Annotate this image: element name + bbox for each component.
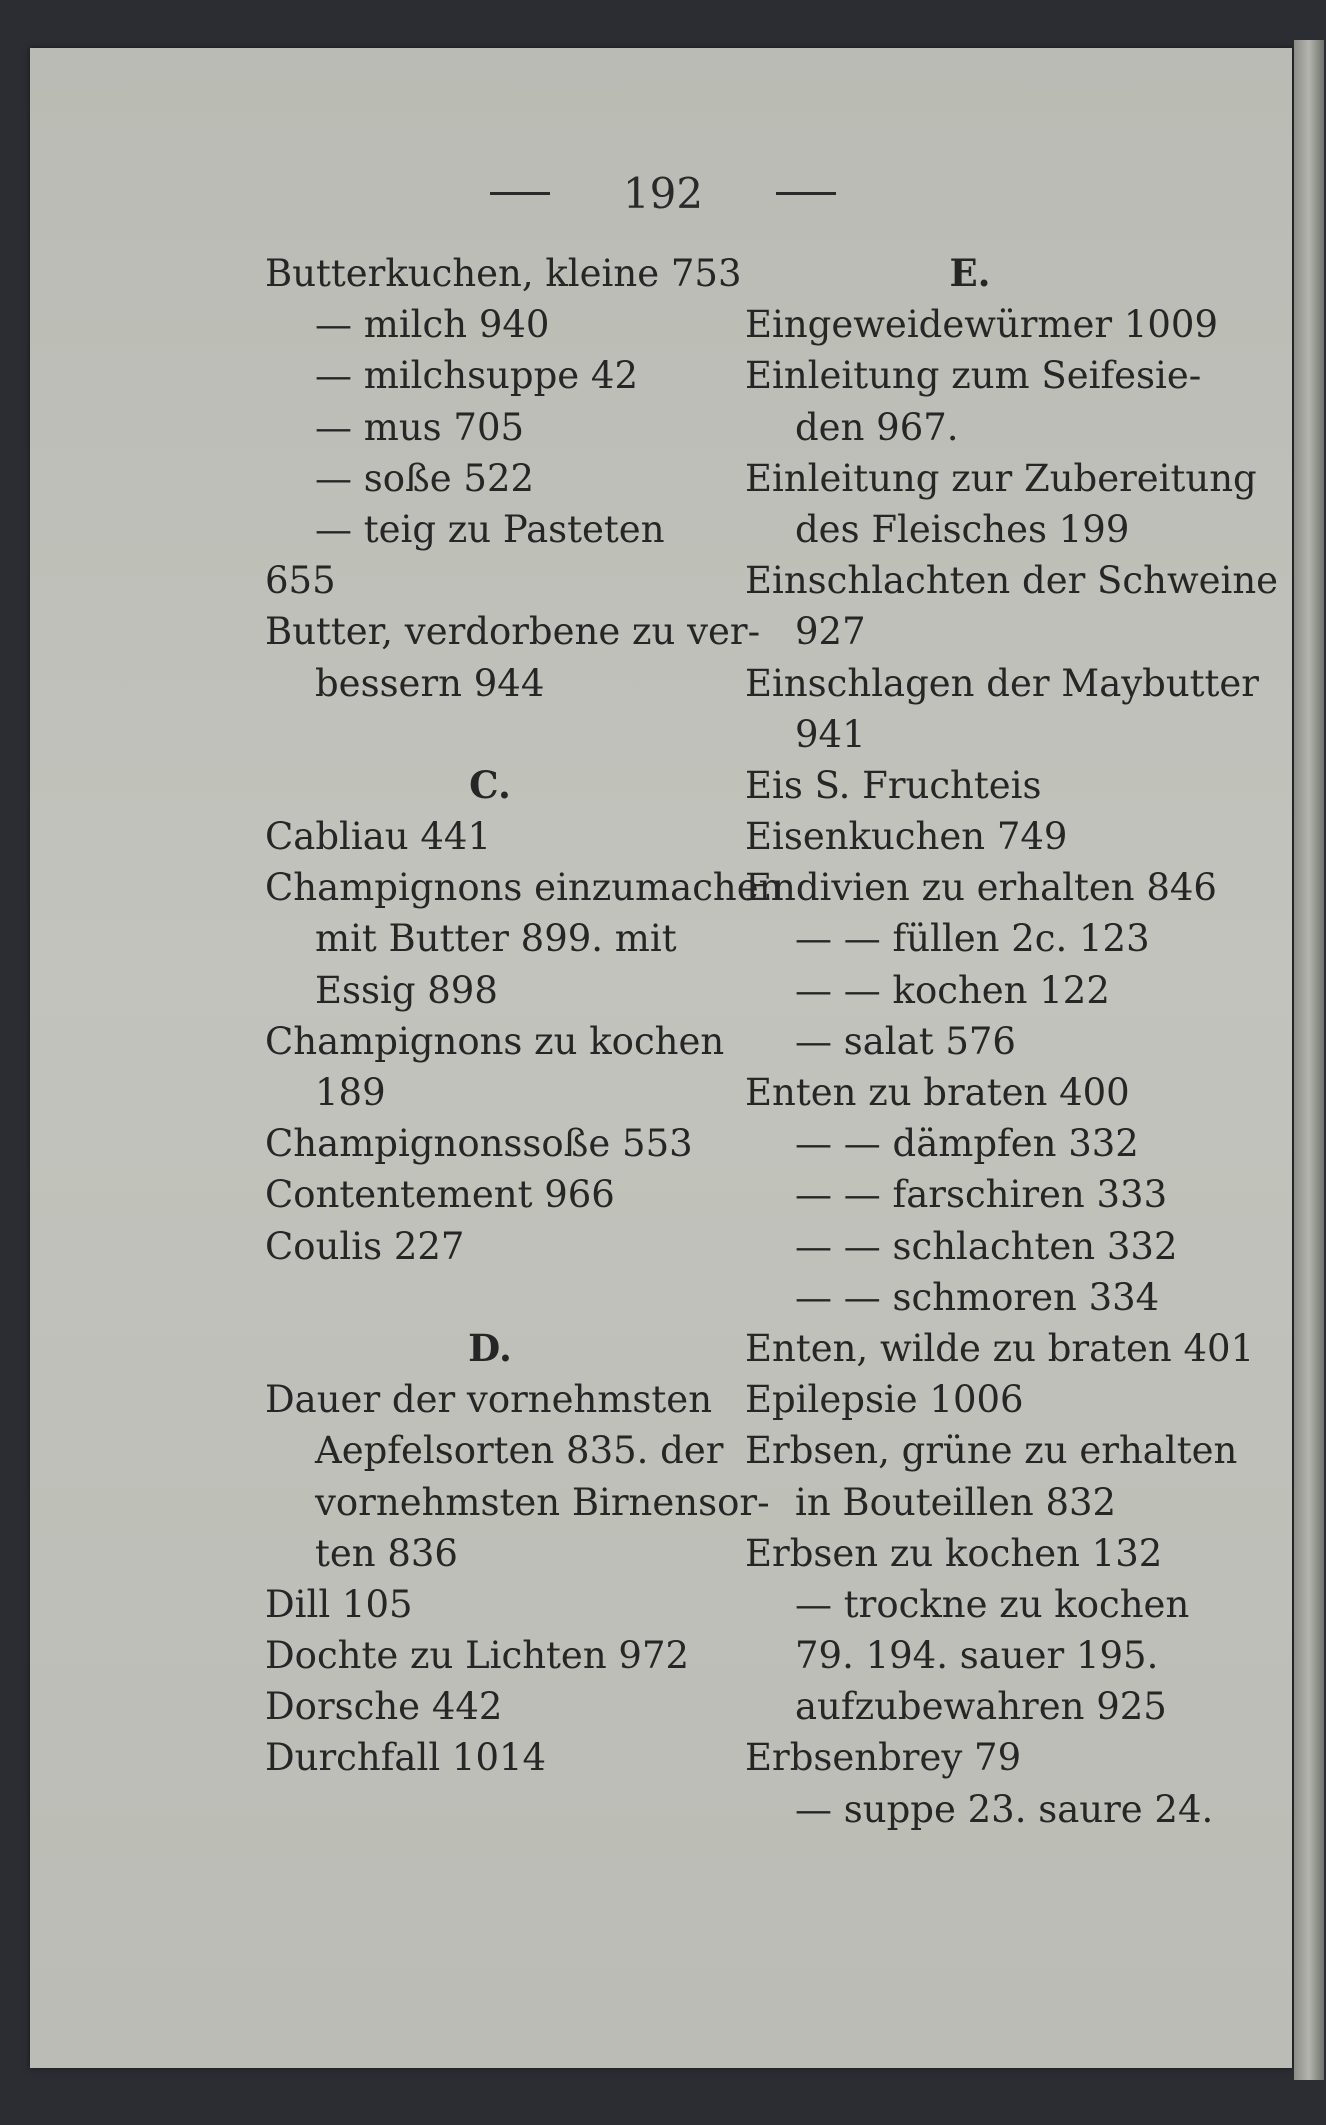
section-letter: D. <box>468 1325 512 1370</box>
index-entry: Dauer der vornehmsten <box>265 1378 713 1422</box>
index-entry: — suppe 23. saure 24. <box>795 1787 1214 1831</box>
index-entry: Essig 898 <box>315 968 498 1012</box>
index-entry: Eisenkuchen 749 <box>745 815 1068 859</box>
header-dash-right <box>776 192 836 195</box>
index-entry: Epilepsie 1006 <box>745 1378 1024 1422</box>
index-column-right <box>745 248 1279 1835</box>
index-entry: — milchsuppe 42 <box>315 354 638 398</box>
index-entry: Dorsche 442 <box>265 1685 503 1729</box>
index-entry: — — farschiren 333 <box>795 1173 1168 1217</box>
index-entry: Dochte zu Lichten 972 <box>265 1634 690 1678</box>
index-entry: Einleitung zum Seifesie- <box>745 354 1202 398</box>
index-entry: Eis S. Fruchteis <box>745 763 1042 807</box>
index-entry: den 967. <box>795 405 959 449</box>
index-entry: — — füllen 2c. 123 <box>795 917 1150 961</box>
section-letter: C. <box>469 762 511 807</box>
index-entry: Einschlagen der Maybutter <box>745 661 1259 705</box>
index-entry: in Bouteillen 832 <box>795 1480 1117 1524</box>
index-entry: 189 <box>315 1071 386 1114</box>
index-entry: 79. 194. sauer 195. <box>795 1634 1159 1678</box>
page-header <box>0 165 1326 225</box>
index-entry: — trockne zu kochen <box>795 1582 1190 1626</box>
index-entry: Endivien zu erhalten 846 <box>745 866 1217 910</box>
index-entry: ten 836 <box>315 1531 458 1575</box>
index-entry: Erbsen, grüne zu erhalten <box>745 1429 1238 1473</box>
index-entry: — soße 522 <box>315 456 535 500</box>
index-entry: Coulis 227 <box>265 1224 465 1268</box>
index-entry: — salat 576 <box>795 1019 1016 1063</box>
index-entry: Erbsen zu kochen 132 <box>745 1531 1163 1575</box>
index-entry: — mus 705 <box>315 405 525 449</box>
index-entry: Enten, wilde zu braten 401 <box>745 1326 1255 1370</box>
index-entry: Butterkuchen, kleine 753 <box>265 252 742 295</box>
index-entry: Champignons zu kochen <box>265 1019 725 1063</box>
page-number: 192 <box>622 168 704 218</box>
index-entry: — — schmoren 334 <box>795 1275 1160 1319</box>
index-entry: Butter, verdorbene zu ver- <box>265 610 761 654</box>
index-entry: 655 <box>265 559 336 603</box>
index-column-left <box>265 248 783 1784</box>
index-entry: bessern 944 <box>315 661 545 705</box>
index-entry: — milch 940 <box>315 303 550 347</box>
index-entry: Dill 105 <box>265 1582 413 1626</box>
index-entry: Champignons einzumachen <box>265 866 783 910</box>
index-entry: 927 <box>795 610 866 654</box>
index-entry: Enten zu braten 400 <box>745 1071 1130 1114</box>
index-entry: — — schlachten 332 <box>795 1224 1178 1268</box>
index-entry: vornehmsten Birnensor- <box>315 1480 770 1524</box>
page-edge <box>1294 40 1324 2080</box>
index-entry: des Fleisches 199 <box>795 507 1130 551</box>
index-entry: Cabliau 441 <box>265 815 491 859</box>
index-entry: Champignonssoße 553 <box>265 1122 693 1166</box>
index-entry: Einschlachten der Schweine <box>745 559 1279 603</box>
index-entry: Contentement 966 <box>265 1173 615 1217</box>
index-entry: Eingeweidewürmer 1009 <box>745 303 1219 347</box>
blank-line <box>265 709 715 760</box>
index-entry: aufzubewahren 925 <box>795 1685 1167 1729</box>
index-entry: 941 <box>795 712 866 756</box>
index-entry: Erbsenbrey 79 <box>745 1736 1022 1780</box>
index-entry: mit Butter 899. mit <box>315 917 677 961</box>
section-letter: E. <box>949 251 991 295</box>
index-entry: Aepfelsorten 835. der <box>315 1429 724 1473</box>
index-entry: Einleitung zur Zubereitung <box>745 456 1257 500</box>
index-entry: Durchfall 1014 <box>265 1736 547 1780</box>
index-entry: — teig zu Pasteten <box>315 507 665 551</box>
blank-line <box>265 1272 715 1323</box>
index-entry: — — dämpfen 332 <box>795 1122 1139 1166</box>
index-entry: — — kochen 122 <box>795 968 1110 1012</box>
header-dash-left <box>490 192 550 195</box>
